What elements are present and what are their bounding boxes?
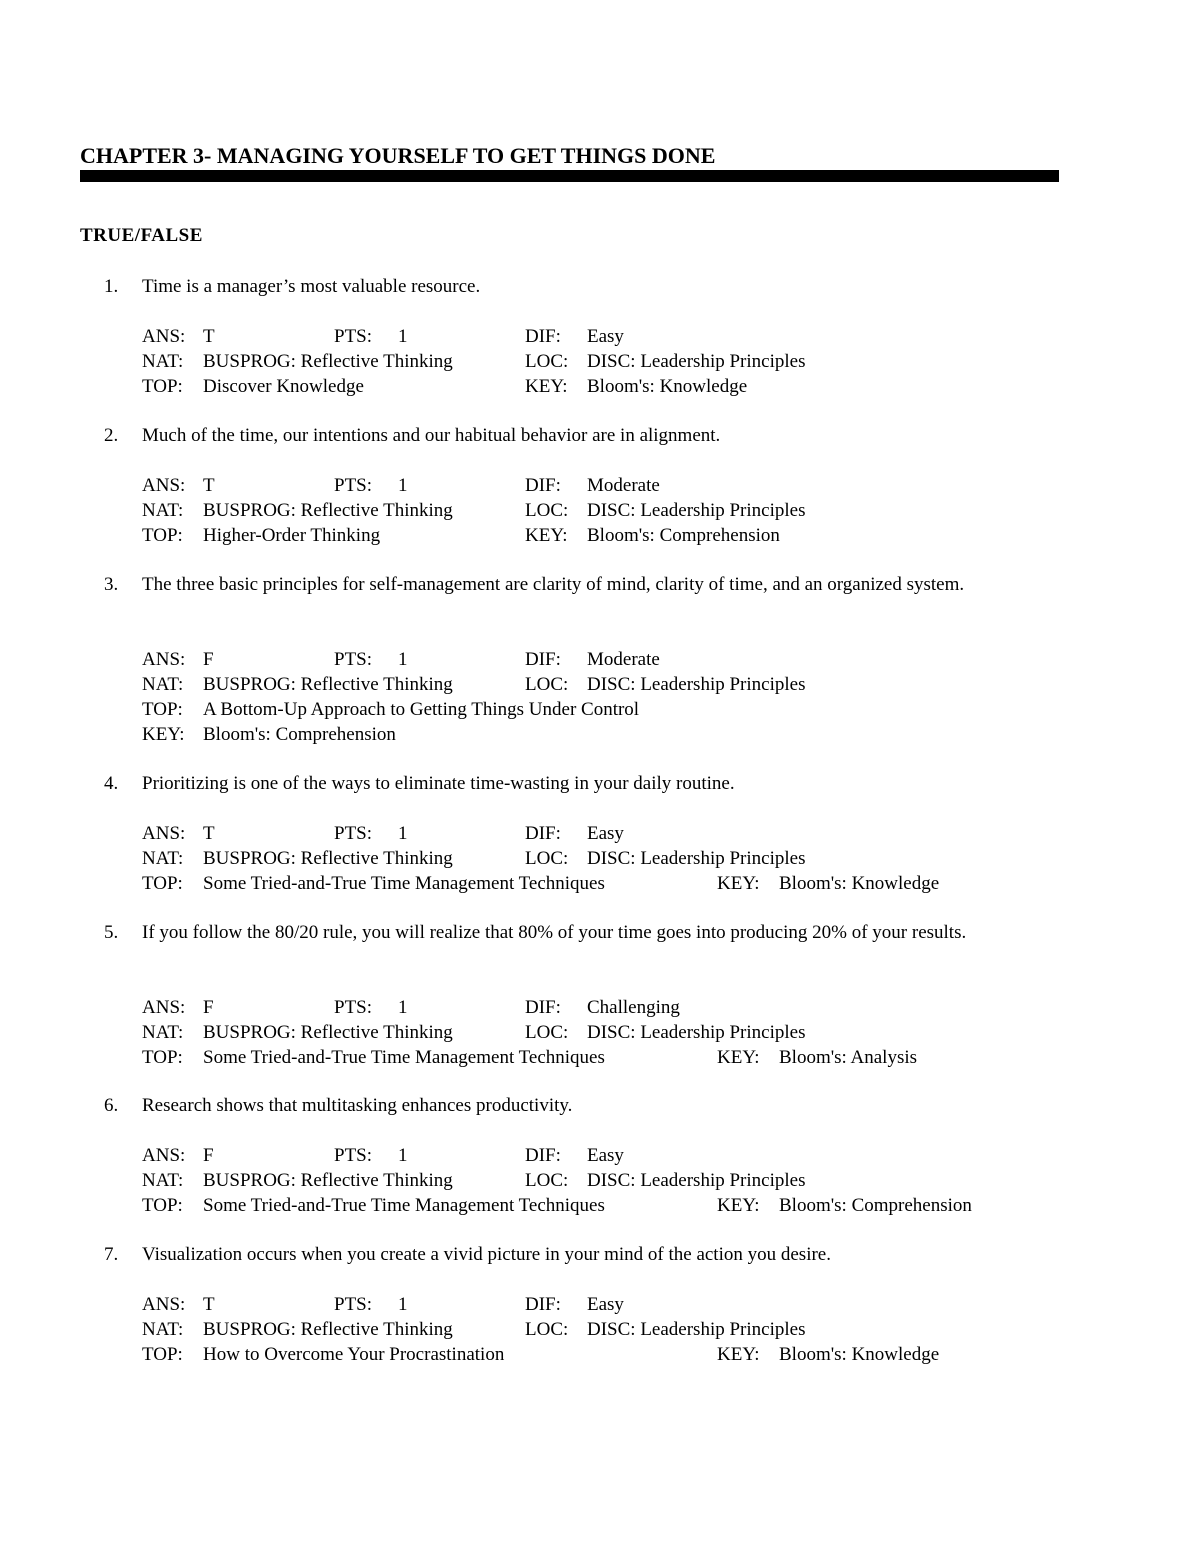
key-label: KEY: xyxy=(717,1344,760,1365)
nat-label: NAT: xyxy=(142,351,184,372)
meta-row-nat xyxy=(142,1317,1042,1342)
question-stem: Visualization occurs when you create a vivid picture in your mind of the action you desire. xyxy=(142,1244,831,1265)
key-value: Bloom's: Comprehension xyxy=(779,1195,972,1216)
top-value: Some Tried-and-True Time Management Techniques xyxy=(203,873,605,894)
dif-value: Moderate xyxy=(587,475,660,496)
ans-value: T xyxy=(203,823,215,844)
dif-value: Easy xyxy=(587,1145,624,1166)
top-label: TOP: xyxy=(142,1344,183,1365)
top-value: Some Tried-and-True Time Management Techniques xyxy=(203,1195,605,1216)
top-label: TOP: xyxy=(142,699,183,720)
top-label: TOP: xyxy=(142,1047,183,1068)
nat-value: BUSPROG: Reflective Thinking xyxy=(203,1170,453,1191)
dif-label: DIF: xyxy=(525,475,561,496)
dif-value: Easy xyxy=(587,326,624,347)
meta-row-ans xyxy=(142,1292,1042,1317)
key-value: Bloom's: Knowledge xyxy=(779,873,940,894)
nat-value: BUSPROG: Reflective Thinking xyxy=(203,351,453,372)
nat-value: BUSPROG: Reflective Thinking xyxy=(203,1022,453,1043)
meta-row-ans xyxy=(142,1143,1042,1168)
question-number: 5. xyxy=(104,922,119,943)
nat-value: BUSPROG: Reflective Thinking xyxy=(203,500,453,521)
pts-value: 1 xyxy=(398,823,408,844)
pts-label: PTS: xyxy=(334,1294,373,1315)
nat-value: BUSPROG: Reflective Thinking xyxy=(203,1319,453,1340)
loc-value: DISC: Leadership Principles xyxy=(587,1022,806,1043)
question-number: 7. xyxy=(104,1244,119,1265)
loc-label: LOC: xyxy=(525,1319,569,1340)
key-label: KEY: xyxy=(717,873,760,894)
dif-value: Moderate xyxy=(587,649,660,670)
question-number: 2. xyxy=(104,425,119,446)
dif-label: DIF: xyxy=(525,1145,561,1166)
ans-value: F xyxy=(203,1145,214,1166)
meta-row-nat xyxy=(142,846,1042,871)
meta-row-nat xyxy=(142,1168,1042,1193)
key-label: KEY: xyxy=(717,1047,760,1068)
loc-value: DISC: Leadership Principles xyxy=(587,500,806,521)
ans-value: T xyxy=(203,1294,215,1315)
ans-label: ANS: xyxy=(142,649,186,670)
meta-row-key xyxy=(142,722,1042,747)
key-label: KEY: xyxy=(717,1195,760,1216)
key-value: Bloom's: Knowledge xyxy=(587,376,748,397)
pts-label: PTS: xyxy=(334,326,373,347)
key-value: Bloom's: Knowledge xyxy=(779,1344,940,1365)
loc-label: LOC: xyxy=(525,500,569,521)
ans-value: F xyxy=(203,649,214,670)
loc-label: LOC: xyxy=(525,674,569,695)
nat-label: NAT: xyxy=(142,848,184,869)
meta-row-top xyxy=(142,871,1042,896)
loc-value: DISC: Leadership Principles xyxy=(587,351,806,372)
meta-row-top xyxy=(142,374,1042,399)
dif-label: DIF: xyxy=(525,997,561,1018)
nat-label: NAT: xyxy=(142,1319,184,1340)
nat-value: BUSPROG: Reflective Thinking xyxy=(203,674,453,695)
pts-value: 1 xyxy=(398,649,408,670)
question-stem: Prioritizing is one of the ways to eliminate time-wasting in your daily routine. xyxy=(142,773,735,794)
loc-value: DISC: Leadership Principles xyxy=(587,1170,806,1191)
top-label: TOP: xyxy=(142,525,183,546)
meta-row-nat xyxy=(142,498,1042,523)
pts-label: PTS: xyxy=(334,997,373,1018)
pts-value: 1 xyxy=(398,1294,408,1315)
meta-row-top xyxy=(142,697,1042,722)
chapter-title: CHAPTER 3- MANAGING YOURSELF TO GET THINGS DONE xyxy=(80,143,716,168)
nat-label: NAT: xyxy=(142,674,184,695)
pts-label: PTS: xyxy=(334,649,373,670)
top-label: TOP: xyxy=(142,376,183,397)
loc-value: DISC: Leadership Principles xyxy=(587,674,806,695)
top-value: Some Tried-and-True Time Management Techniques xyxy=(203,1047,605,1068)
pts-value: 1 xyxy=(398,326,408,347)
meta-row-nat xyxy=(142,672,1042,697)
ans-label: ANS: xyxy=(142,1294,186,1315)
question-stem: If you follow the 80/20 rule, you will realize that 80% of your time goes into producing 20% of your results. xyxy=(142,922,967,943)
ans-label: ANS: xyxy=(142,326,186,347)
ans-label: ANS: xyxy=(142,475,186,496)
key-label: KEY: xyxy=(525,525,568,546)
section-heading: TRUE/FALSE xyxy=(80,225,203,246)
dif-value: Easy xyxy=(587,1294,624,1315)
top-value: A Bottom-Up Approach to Getting Things Under Control xyxy=(203,699,640,720)
dif-value: Easy xyxy=(587,823,624,844)
pts-value: 1 xyxy=(398,997,408,1018)
answer-metadata xyxy=(142,821,1042,896)
key-value: Bloom's: Comprehension xyxy=(203,724,396,745)
nat-value: BUSPROG: Reflective Thinking xyxy=(203,848,453,869)
nat-label: NAT: xyxy=(142,1022,184,1043)
question-stem: Much of the time, our intentions and our habitual behavior are in alignment. xyxy=(142,425,721,446)
key-value: Bloom's: Comprehension xyxy=(587,525,780,546)
meta-row-top xyxy=(142,523,1042,548)
loc-value: DISC: Leadership Principles xyxy=(587,848,806,869)
pts-label: PTS: xyxy=(334,1145,373,1166)
ans-value: F xyxy=(203,997,214,1018)
meta-row-ans xyxy=(142,324,1042,349)
top-value: How to Overcome Your Procrastination xyxy=(203,1344,505,1365)
key-label: KEY: xyxy=(525,376,568,397)
answer-metadata xyxy=(142,647,1042,747)
ans-label: ANS: xyxy=(142,1145,186,1166)
title-rule xyxy=(80,170,1059,182)
dif-value: Challenging xyxy=(587,997,680,1018)
question-number: 3. xyxy=(104,574,119,595)
answer-metadata xyxy=(142,995,1042,1070)
loc-label: LOC: xyxy=(525,1170,569,1191)
loc-value: DISC: Leadership Principles xyxy=(587,1319,806,1340)
pts-label: PTS: xyxy=(334,823,373,844)
ans-value: T xyxy=(203,326,215,347)
pts-value: 1 xyxy=(398,1145,408,1166)
pts-value: 1 xyxy=(398,475,408,496)
meta-row-nat xyxy=(142,349,1042,374)
loc-label: LOC: xyxy=(525,848,569,869)
question-number: 6. xyxy=(104,1095,119,1116)
question-stem: Research shows that multitasking enhances productivity. xyxy=(142,1095,573,1116)
dif-label: DIF: xyxy=(525,649,561,670)
meta-row-top xyxy=(142,1193,1042,1218)
nat-label: NAT: xyxy=(142,500,184,521)
top-label: TOP: xyxy=(142,1195,183,1216)
top-label: TOP: xyxy=(142,873,183,894)
meta-row-top xyxy=(142,1045,1042,1070)
meta-row-ans xyxy=(142,995,1042,1020)
ans-label: ANS: xyxy=(142,823,186,844)
dif-label: DIF: xyxy=(525,823,561,844)
question-stem: Time is a manager’s most valuable resource. xyxy=(142,276,481,297)
key-label: KEY: xyxy=(142,724,185,745)
top-value: Higher-Order Thinking xyxy=(203,525,381,546)
question-number: 1. xyxy=(104,276,119,297)
top-value: Discover Knowledge xyxy=(203,376,364,397)
ans-value: T xyxy=(203,475,215,496)
question-stem: The three basic principles for self-management are clarity of mind, clarity of time, and an organized system. xyxy=(142,574,965,595)
key-value: Bloom's: Analysis xyxy=(779,1047,918,1068)
dif-label: DIF: xyxy=(525,1294,561,1315)
pts-label: PTS: xyxy=(334,475,373,496)
answer-metadata xyxy=(142,1143,1042,1218)
answer-metadata xyxy=(142,1292,1042,1367)
ans-label: ANS: xyxy=(142,997,186,1018)
meta-row-ans xyxy=(142,473,1042,498)
question-number: 4. xyxy=(104,773,119,794)
meta-row-top xyxy=(142,1342,1042,1367)
loc-label: LOC: xyxy=(525,351,569,372)
nat-label: NAT: xyxy=(142,1170,184,1191)
answer-metadata xyxy=(142,324,1042,399)
meta-row-ans xyxy=(142,821,1042,846)
loc-label: LOC: xyxy=(525,1022,569,1043)
meta-row-ans xyxy=(142,647,1042,672)
meta-row-nat xyxy=(142,1020,1042,1045)
answer-metadata xyxy=(142,473,1042,548)
dif-label: DIF: xyxy=(525,326,561,347)
